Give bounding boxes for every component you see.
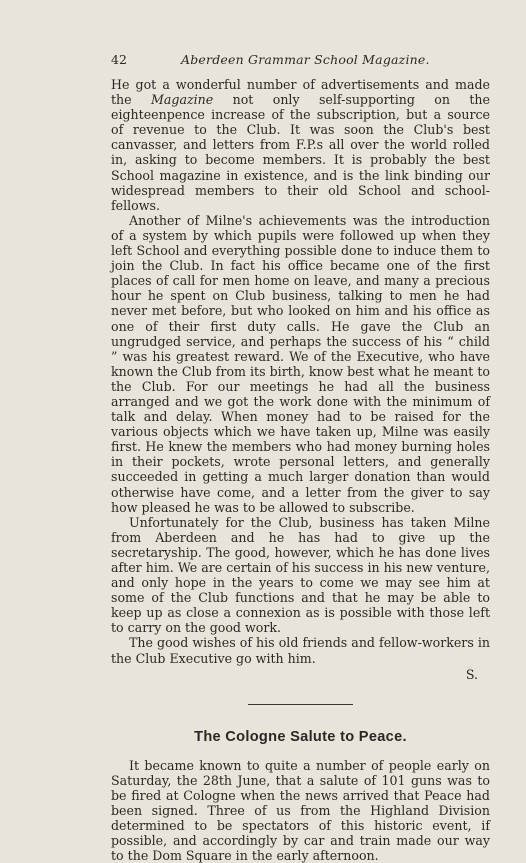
paragraph-1-start: He got a wonderful number of advertisements and made the bbox=[111, 77, 490, 108]
page-header bbox=[111, 52, 490, 67]
paragraph-3: Unfortunately for the Club, business has taken Milne from Aberdeen and he has had to give up the secretaryship. The good, however, which he has done lives after him. We are certain of his success in his new venture, and only hope in the years to come we may see him at some of the Club functions and that he may be able to keep up as close a connexion as is possible with those left to carry on the good work. bbox=[111, 514, 490, 636]
section-divider bbox=[248, 704, 353, 705]
section-title: The Cologne Salute to Peace. bbox=[194, 728, 407, 745]
paragraph-4: The good wishes of his old friends and fellow-workers in the Club Executive go with him. bbox=[111, 635, 490, 666]
paragraph-1 bbox=[111, 77, 490, 213]
article-cologne bbox=[111, 729, 490, 863]
page-number: 42 bbox=[111, 52, 127, 67]
article-milne bbox=[111, 77, 490, 682]
cologne-paragraph-1: It became known to quite a number of people early on Saturday, the 28th June, that a salute of 101 guns was to be fired at Cologne when the news arrived that Peace had been signed. Three of us from the Highland Division determined to be spectators of this historic event, if possible, and accordingly by car and train made our way to the Dom Square in the early afternoon. bbox=[111, 757, 490, 863]
paragraph-2: Another of Milne's achievements was the introduction of a system by which pupils were followed up when they left School and everything possible done to induce them to join the Club. In fact his office became one of the first places of call for men home on leave, and many a precious hour he spent on Club business, talking to men he had never met before, but who looked on him and his office as one of their first duty calls. He gave the Club an ungrudged service, and perhaps the success of his “ child ” was his greatest reward. We of the Executive, who have known the Club from its birth, know best what he meant to the Club. For our meetings he had all the business arranged and we got the work done with the minimum of talk and delay. When money had to be raised for the various objects which we have taken up, Milne was easily first. He knew the members who had money burning holes in their pockets, wrote personal letters, and generally succeeded in getting a much larger donation than would otherwise have come, and a letter from the giver to say how pleased he was to be allowed to subscribe. bbox=[111, 212, 490, 515]
magazine-italic: Magazine bbox=[151, 92, 214, 108]
signature: S. bbox=[465, 666, 478, 682]
paragraph-1-rest: not only self-supporting on the eighteenpence increase of the subscription, but a source of revenue to the Club. It was soon the Club's best canvasser, and letters from F.P.s all over the world rolled in, asking to become members. It is probably the best School magazine in existence, and is the link binding our widespread members to their old School and school-fellows. bbox=[111, 92, 490, 213]
running-title: Aberdeen Grammar School Magazine. bbox=[181, 52, 430, 67]
